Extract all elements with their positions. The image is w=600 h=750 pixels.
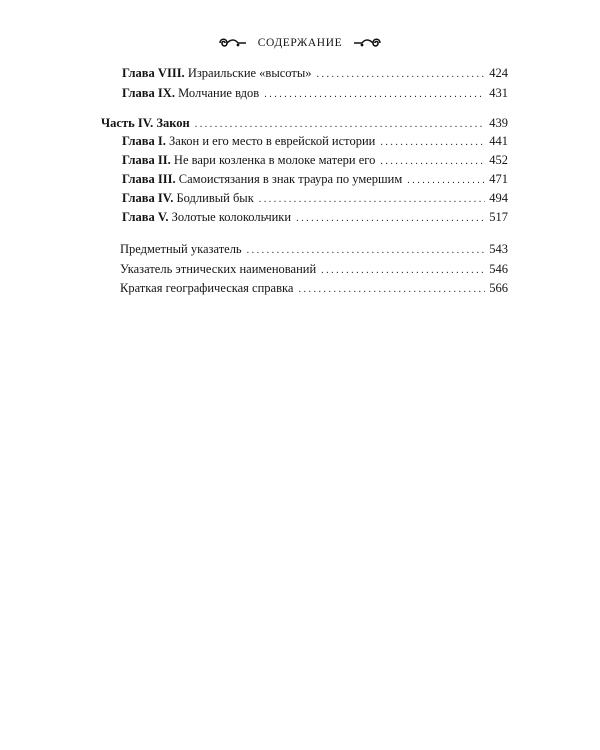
chapter-title: Молчание вдов xyxy=(174,86,260,100)
chapter-number: Глава IX. xyxy=(122,86,175,100)
toc-entry xyxy=(122,152,508,168)
chapter-number: Глава V. xyxy=(122,210,169,224)
chapter-title: Бодливый бык xyxy=(173,191,254,205)
page-number: 431 xyxy=(489,86,508,100)
page-number: 543 xyxy=(489,242,508,256)
dot-leader xyxy=(264,87,485,103)
dot-leader xyxy=(321,263,485,279)
chapter-title: Закон и его место в еврейской истории xyxy=(165,134,376,148)
dot-leader xyxy=(296,211,485,227)
toc-index-entry xyxy=(120,280,508,296)
chapter-number: Глава IV. xyxy=(122,191,174,205)
part-title: Часть IV. Закон xyxy=(101,116,190,130)
toc-entry-label xyxy=(101,115,190,131)
index-title: Краткая географическая справка xyxy=(120,281,294,295)
page-number: 424 xyxy=(489,66,508,80)
chapter-title: Самоистязания в знак траура по умершим xyxy=(175,172,403,186)
page-number: 517 xyxy=(489,210,508,224)
toc-entry xyxy=(122,65,508,81)
toc-entry-label xyxy=(122,190,254,206)
scroll-ornament-left-icon xyxy=(218,36,248,50)
toc-entry-label xyxy=(120,280,293,296)
index-title: Указатель этнических наименований xyxy=(120,262,317,276)
chapter-title: Золотые колокольчики xyxy=(168,210,292,224)
dot-leader xyxy=(298,282,485,298)
page-number: 494 xyxy=(489,191,508,205)
chapter-number: Глава II. xyxy=(122,153,171,167)
page-number: 546 xyxy=(489,262,508,276)
dot-leader xyxy=(247,243,486,259)
page-number: 471 xyxy=(489,172,508,186)
dot-leader xyxy=(259,192,485,208)
toc-entry xyxy=(122,209,508,225)
toc-entry xyxy=(122,85,508,101)
toc-entry-label xyxy=(122,85,259,101)
chapter-title: Не вари козленка в молоке матери его xyxy=(170,153,376,167)
dot-leader xyxy=(195,117,486,133)
toc-entry xyxy=(122,190,508,206)
dot-leader xyxy=(380,154,485,170)
chapter-number: Глава VIII. xyxy=(122,66,185,80)
toc-entry-label xyxy=(122,152,375,168)
scroll-ornament-right-icon xyxy=(352,36,382,50)
chapter-title: Израильские «высоты» xyxy=(184,66,312,80)
dot-leader xyxy=(316,67,485,83)
chapter-number: Глава I. xyxy=(122,134,166,148)
page-number: 566 xyxy=(489,281,508,295)
page-number: 452 xyxy=(489,153,508,167)
toc-index-entry xyxy=(120,261,508,277)
page-number: 439 xyxy=(489,116,508,130)
toc-entry-label xyxy=(122,171,402,187)
toc-entry xyxy=(122,171,508,187)
toc-entry-label xyxy=(120,261,316,277)
running-header xyxy=(0,34,600,52)
toc-entry xyxy=(122,133,508,149)
page-number: 441 xyxy=(489,134,508,148)
toc-part-entry xyxy=(101,115,508,131)
toc-index-entry xyxy=(120,241,508,257)
index-title: Предметный указатель xyxy=(120,242,242,256)
toc-entry-label xyxy=(122,65,311,81)
dot-leader xyxy=(407,173,485,189)
chapter-number: Глава III. xyxy=(122,172,176,186)
dot-leader xyxy=(380,135,485,151)
toc-entry-label xyxy=(120,241,242,257)
page-title: СОДЕРЖАНИЕ xyxy=(257,37,343,49)
toc-entry-label xyxy=(122,209,291,225)
toc-entry-label xyxy=(122,133,375,149)
